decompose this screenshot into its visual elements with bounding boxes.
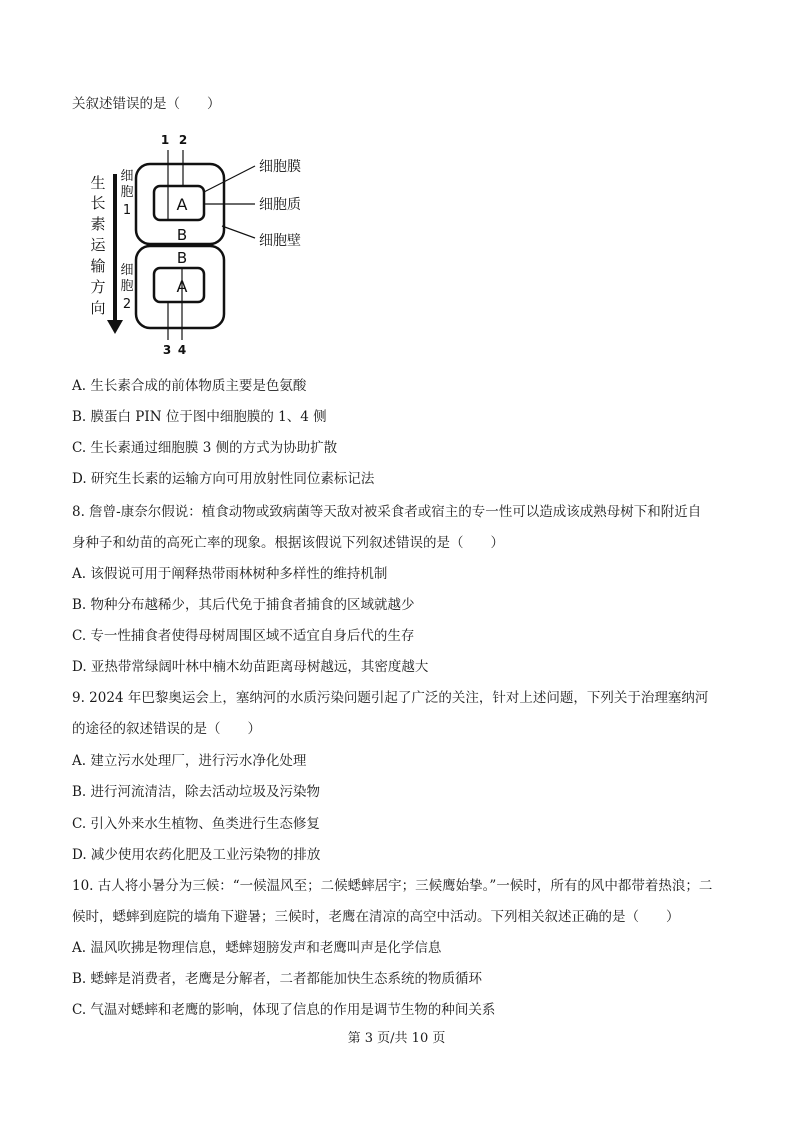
callout-line-wall — [222, 226, 255, 238]
callout-line-membrane — [204, 166, 255, 192]
q7-option-d: D. 研究生长素的运输方向可用放射性同位素标记法 — [72, 471, 375, 487]
q10-option-a: A. 温风吹拂是物理信息，蟋蟀翅膀发声和老鹰叫声是化学信息 — [72, 940, 442, 956]
q9-option-a: A. 建立污水处理厂，进行污水净化处理 — [72, 753, 307, 769]
q9-stem-line-2: 的途径的叙述错误的是（ ） — [72, 721, 261, 737]
arrow-label-char: 素 — [90, 215, 106, 233]
cell1-label-char: 胞 — [120, 185, 134, 200]
question7-stem-tail: 关叙述错误的是（ ） — [72, 96, 221, 112]
q7-option-a: A. 生长素合成的前体物质主要是色氨酸 — [72, 378, 307, 394]
cell1-label-char: 1 — [122, 203, 132, 218]
callout-membrane: 细胞膜 — [259, 159, 301, 175]
q10-option-c: C. 气温对蟋蟀和老鹰的影响，体现了信息的作用是调节生物的种间关系 — [72, 1002, 496, 1018]
auxin-transport-figure — [70, 122, 330, 372]
cell2-label-char: 细 — [120, 263, 134, 278]
q9-option-c: C. 引入外来水生植物、鱼类进行生态修复 — [72, 816, 320, 832]
q8-option-a: A. 该假说可用于阐释热带雨林树种多样性的维持机制 — [72, 566, 388, 582]
q8-option-c: C. 专一性捕食者使得母树周围区域不适宜自身后代的生存 — [72, 628, 415, 644]
arrow-label-char: 输 — [90, 257, 106, 275]
q8-option-b: B. 物种分布越稀少，其后代免于捕食者捕食的区域就越少 — [72, 597, 415, 613]
callout-cytoplasm: 细胞质 — [259, 197, 301, 213]
q8-stem-line-2: 身种子和幼苗的高死亡率的现象。根据该假说下列叙述错误的是（ ） — [72, 535, 504, 551]
number-1: 1 — [160, 133, 170, 147]
arrow-label-char: 方 — [90, 278, 106, 296]
cell2-label-char: 胞 — [120, 279, 134, 294]
q8-stem-line-1: 8. 詹曾-康奈尔假说：植食动物或致病菌等天敌对被采食者或宿主的专一性可以造成该成熟母树下和附近自 — [72, 504, 702, 520]
cell1-label-char: 细 — [120, 169, 134, 184]
page-footer: 第 3 页/共 10 页 — [347, 1031, 446, 1046]
cell2-label-char: 2 — [122, 297, 132, 312]
cell1-inner-label: A — [176, 195, 188, 214]
cell2-outer-label: B — [176, 249, 188, 267]
q7-option-c: C. 生长素通过细胞膜 3 侧的方式为协助扩散 — [72, 440, 338, 456]
arrow-label-char: 长 — [90, 194, 106, 212]
arrow-label-char: 生 — [90, 174, 106, 192]
cell2-inner-label: A — [176, 277, 188, 296]
transport-arrow-head — [107, 320, 123, 334]
q10-stem-line-2: 候时，蟋蟀到庭院的墙角下避暑；三候时，老鹰在清凉的高空中活动。下列相关叙述正确的是（ ） — [72, 909, 680, 925]
cell1-outer-label: B — [176, 226, 188, 244]
callout-wall: 细胞壁 — [259, 233, 301, 249]
q9-option-b: B. 进行河流清洁，除去活动垃圾及污染物 — [72, 784, 321, 800]
number-4: 4 — [177, 343, 187, 357]
number-2: 2 — [178, 133, 188, 147]
number-3: 3 — [162, 343, 172, 357]
q7-option-b: B. 膜蛋白 PIN 位于图中细胞膜的 1、4 侧 — [72, 409, 327, 425]
arrow-label-char: 向 — [90, 299, 106, 317]
q9-option-d: D. 减少使用农药化肥及工业污染物的排放 — [72, 847, 321, 863]
arrow-label-char: 运 — [90, 236, 106, 254]
q10-stem-line-1: 10. 古人将小暑分为三候：“一候温风至；二候蟋蟀居宇；三候鹰始挚。”一候时，所有的风中都带着热浪；二 — [72, 878, 713, 894]
q9-stem-line-1: 9. 2024 年巴黎奥运会上，塞纳河的水质污染问题引起了广泛的关注，针对上述问题，下列关于治理塞纳河 — [72, 690, 709, 706]
q8-option-d: D. 亚热带常绿阔叶林中楠木幼苗距离母树越远，其密度越大 — [72, 659, 429, 675]
q10-option-b: B. 蟋蟀是消费者，老鹰是分解者，二者都能加快生态系统的物质循环 — [72, 971, 483, 987]
